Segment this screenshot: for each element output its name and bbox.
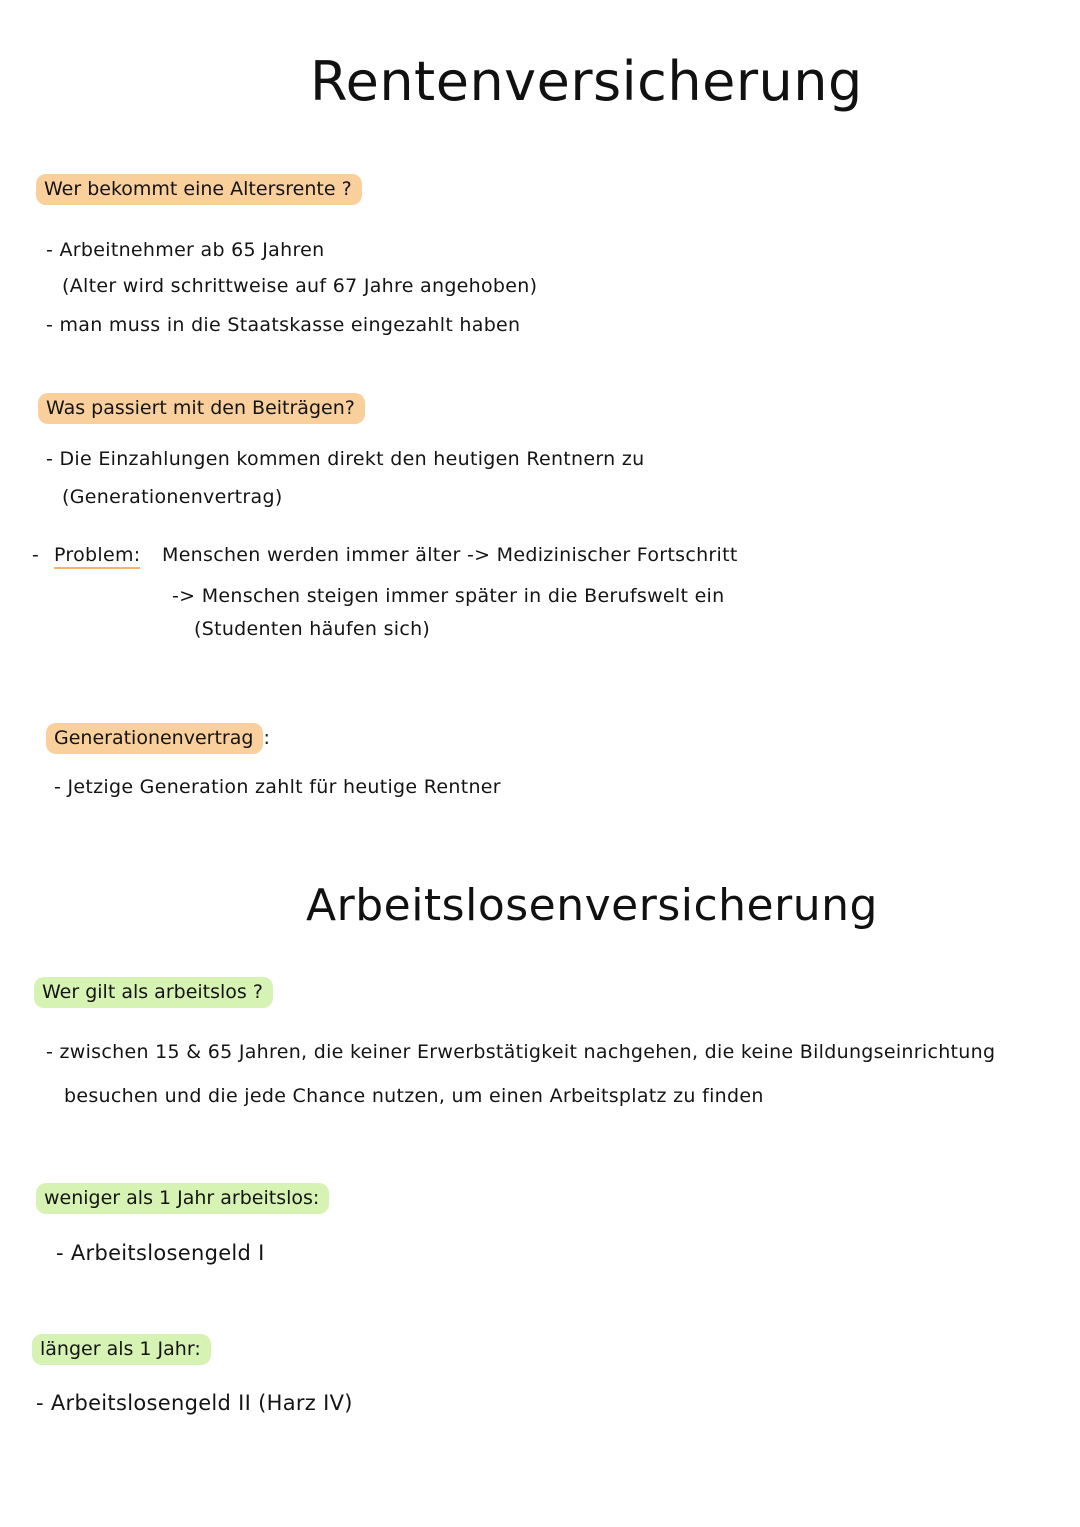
highlight-label: Wer gilt als arbeitslos ?	[34, 977, 273, 1008]
question-laenger-als-1-jahr	[32, 1334, 211, 1365]
text-line: - Jetzige Generation zahlt für heutige Rentner	[54, 776, 501, 798]
highlight-label: länger als 1 Jahr:	[32, 1334, 211, 1365]
heading-rentenversicherung: Rentenversicherung	[310, 50, 863, 113]
highlight-label: Generationenvertrag	[46, 723, 263, 754]
text-line: - Arbeitslosengeld II (Harz IV)	[36, 1391, 353, 1415]
text-line: (Studenten häufen sich)	[194, 618, 431, 640]
text-line: - Die Einzahlungen kommen direkt den heutigen Rentnern zu	[46, 448, 645, 470]
question-generationenvertrag	[46, 723, 270, 754]
question-altersrente	[36, 174, 362, 205]
text-line: (Alter wird schrittweise auf 67 Jahre angehoben)	[62, 275, 538, 297]
text-line: - Arbeitslosengeld I	[56, 1241, 265, 1265]
highlight-label: Wer bekommt eine Altersrente ?	[36, 174, 362, 205]
problem-label-text: Problem:	[54, 544, 140, 569]
question-arbeitslos	[34, 977, 273, 1008]
text-line: - zwischen 15 & 65 Jahren, die keiner Erwerbstätigkeit nachgehen, die keine Bildungseinrichtung	[46, 1041, 996, 1063]
colon: :	[263, 727, 271, 749]
text-line: Menschen werden immer älter -> Medizinischer Fortschritt	[162, 544, 738, 566]
text-line: besuchen und die jede Chance nutzen, um einen Arbeitsplatz zu finden	[64, 1085, 764, 1107]
highlight-label: Was passiert mit den Beiträgen?	[38, 393, 365, 424]
problem-label	[54, 542, 140, 568]
text-line: - Arbeitnehmer ab 65 Jahren	[46, 239, 325, 261]
question-weniger-als-1-jahr	[36, 1183, 329, 1214]
text-line: - man muss in die Staatskasse eingezahlt haben	[46, 314, 521, 336]
highlight-label: weniger als 1 Jahr arbeitslos:	[36, 1183, 329, 1214]
heading-arbeitslosenversicherung: Arbeitslosenversicherung	[306, 880, 878, 931]
question-beitraege	[38, 393, 365, 424]
text-line: (Generationenvertrag)	[62, 486, 283, 508]
problem-dash: -	[32, 544, 40, 566]
text-line: -> Menschen steigen immer später in die Berufswelt ein	[172, 585, 725, 607]
